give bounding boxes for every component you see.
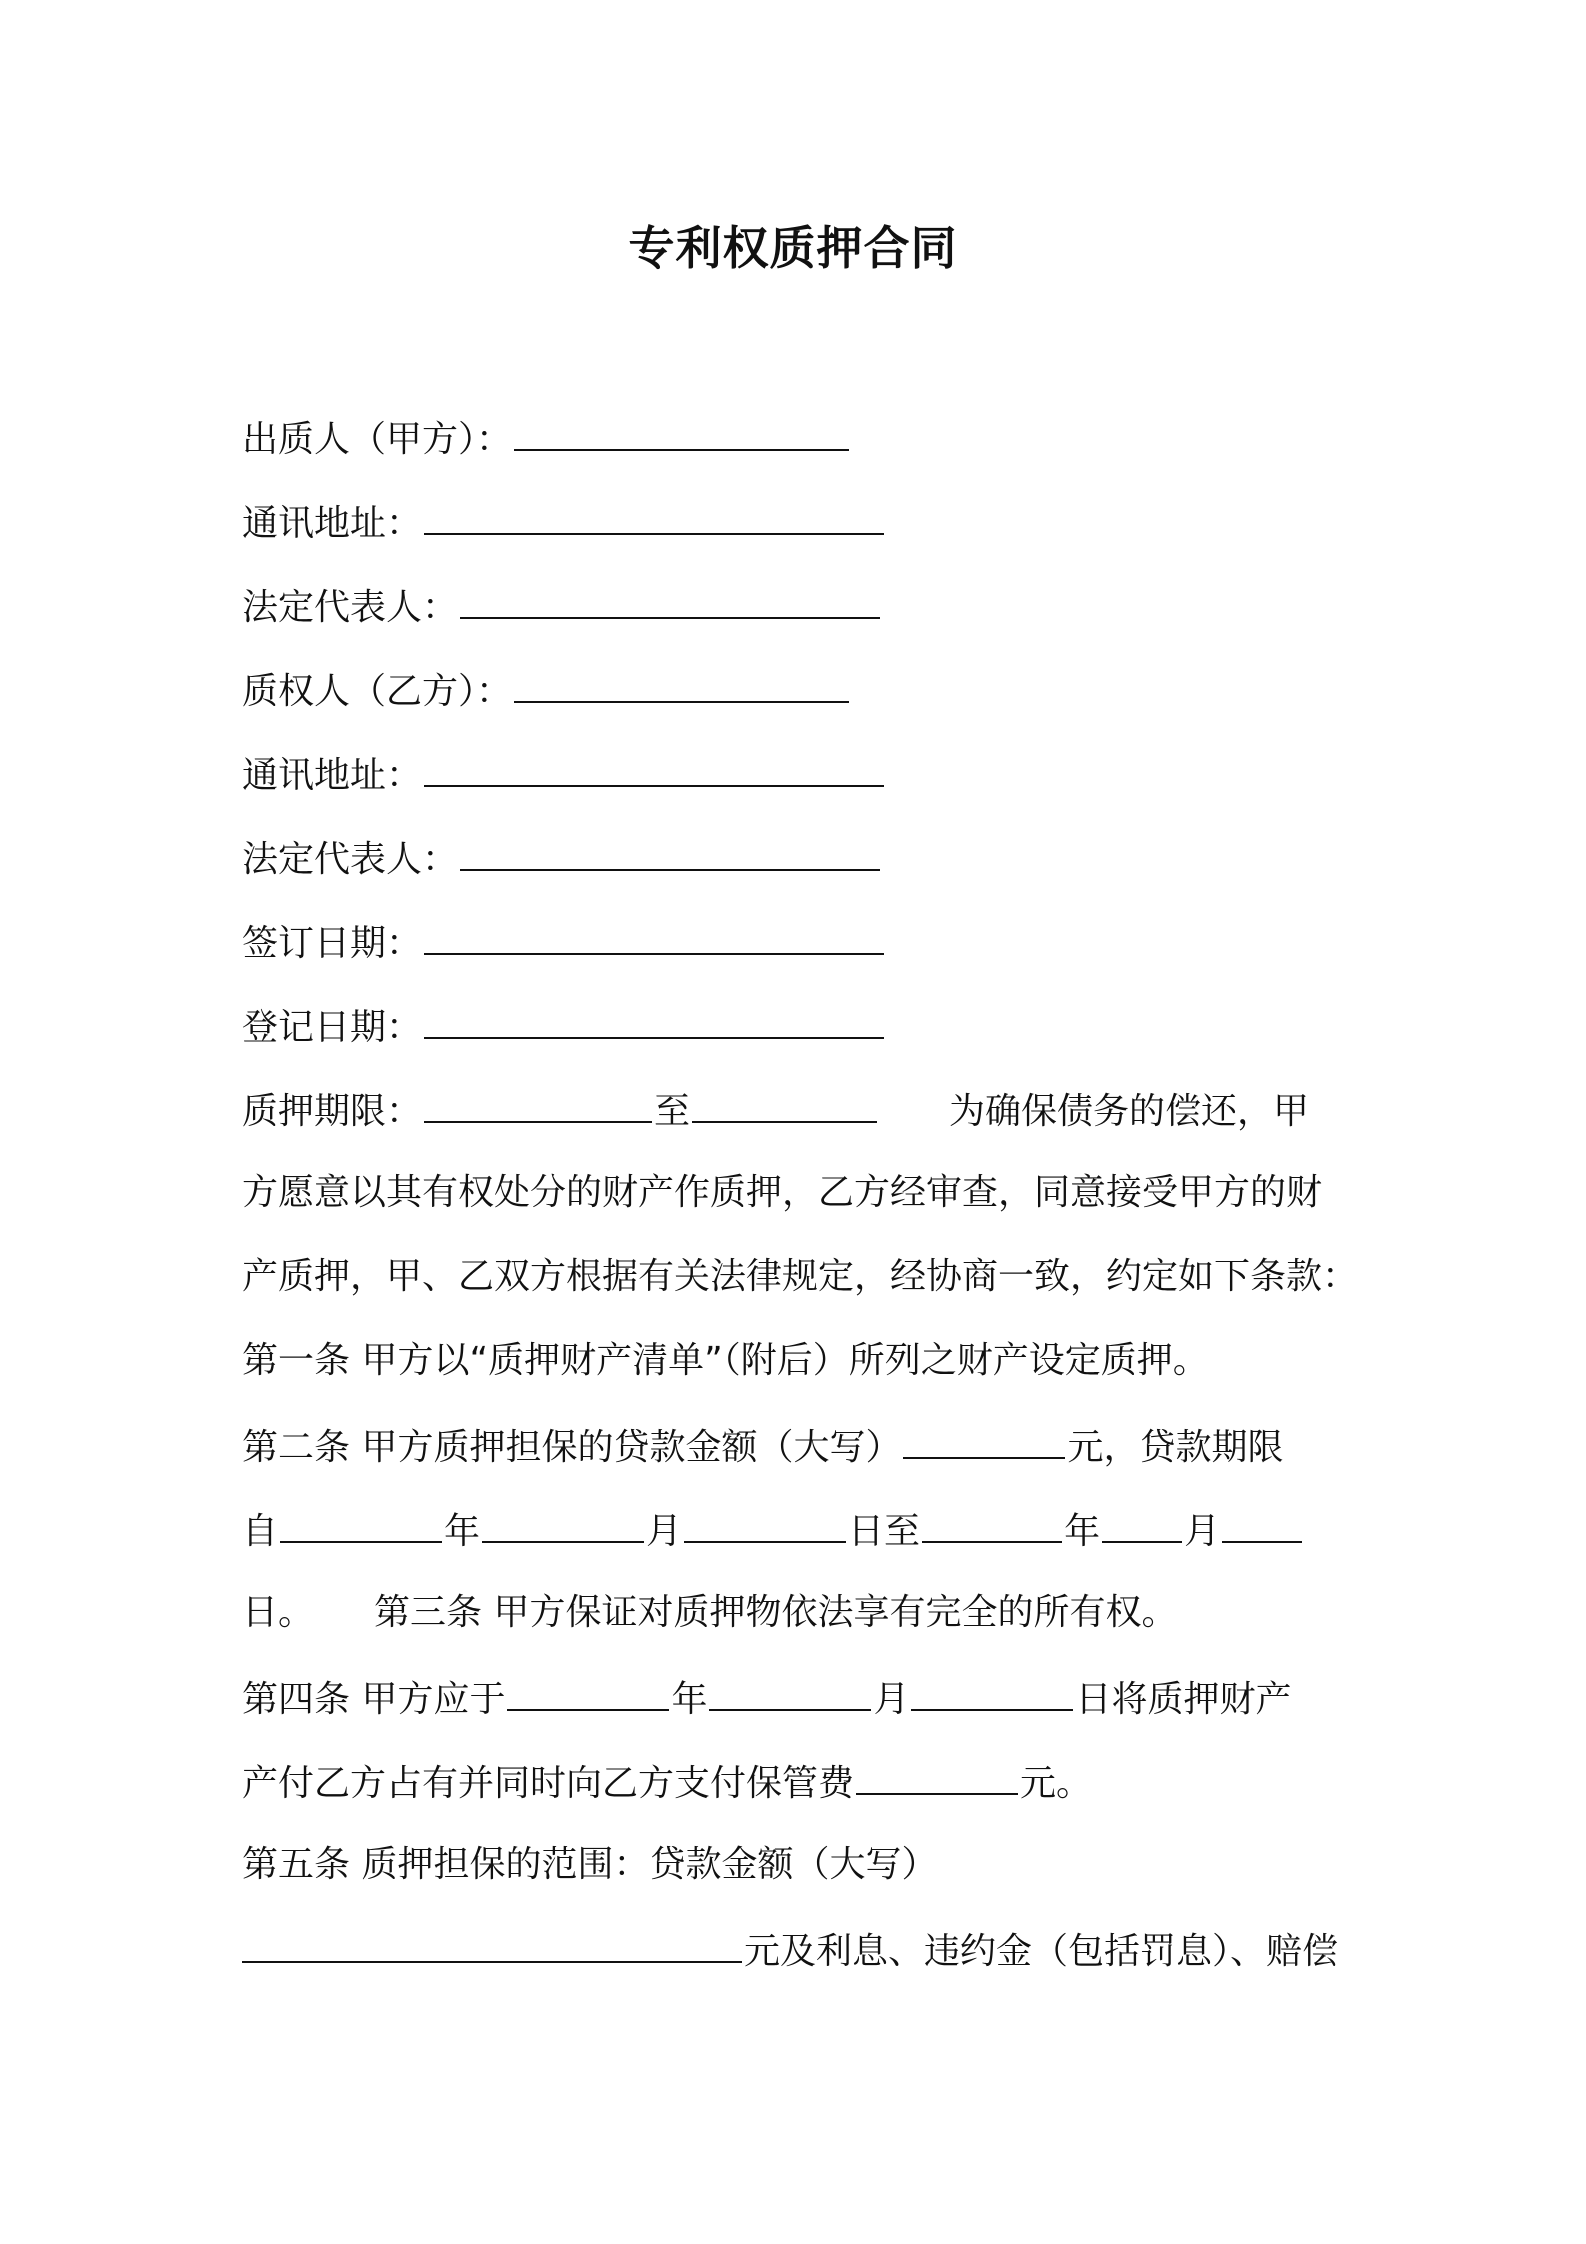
legal-rep-blank-1[interactable]	[460, 581, 880, 619]
article-4-month: 月	[873, 1679, 910, 1720]
pledgee-line	[242, 665, 851, 716]
delivery-year-blank[interactable]	[507, 1673, 669, 1711]
article-2-text-a: 第二条 甲方质押担保的贷款金额（大写）	[242, 1427, 902, 1468]
address-label-1: 通讯地址：	[242, 503, 423, 544]
legal-rep-label-2: 法定代表人：	[242, 839, 459, 880]
article-4-text-c: 产付乙方占有并同时向乙方支付保管费	[242, 1763, 855, 1804]
address-label-2: 通讯地址：	[242, 755, 423, 796]
legal-rep-label-1: 法定代表人：	[242, 587, 459, 628]
article-4-row-2	[242, 1757, 1092, 1808]
article-4-text-b: 日将质押财产	[1075, 1679, 1292, 1720]
article-1: 第一条 甲方以“质押财产清单”（附后）所列之财产设定质押。	[242, 1340, 1209, 1381]
article-2-3-row	[242, 1589, 1177, 1637]
legal-rep-blank-2[interactable]	[460, 833, 880, 871]
article-2-row-1	[242, 1421, 1283, 1472]
legal-rep-line-2	[242, 833, 882, 884]
preamble-line-3-row	[242, 1253, 1358, 1301]
article-3: 第三条 甲方保证对质押物依法享有完全的所有权。	[374, 1592, 1178, 1633]
article-4-text-a: 第四条 甲方应于	[242, 1679, 506, 1720]
loan-end-month-blank[interactable]	[1102, 1505, 1182, 1543]
pledgor-label: 出质人（甲方）：	[242, 419, 513, 460]
article-5-text-a: 第五条 质押担保的范围：贷款金额（大写）	[242, 1844, 938, 1885]
period-start-blank[interactable]	[424, 1085, 652, 1123]
article-2-text-b: 元，贷款期限	[1067, 1427, 1284, 1468]
address-blank-1[interactable]	[424, 497, 884, 535]
sign-date-line	[242, 917, 886, 968]
preamble-line-3: 产质押，甲、乙双方根据有关法律规定，经协商一致，约定如下条款：	[242, 1256, 1359, 1297]
register-date-label: 登记日期：	[242, 1007, 423, 1048]
period-label: 质押期限：	[242, 1091, 423, 1132]
period-end-blank[interactable]	[692, 1085, 877, 1123]
article-4-year: 年	[671, 1679, 708, 1720]
address-line-2	[242, 749, 886, 800]
register-date-blank[interactable]	[424, 1001, 884, 1039]
guarantee-amount-blank[interactable]	[242, 1925, 742, 1963]
article-4-row-1	[242, 1673, 1292, 1724]
address-blank-2[interactable]	[424, 749, 884, 787]
article-5-text-b: 元及利息、违约金（包括罚息）、赔偿	[744, 1931, 1339, 1972]
register-date-line	[242, 1001, 886, 1052]
article-2-from: 自	[242, 1511, 279, 1552]
preamble-line-2-row	[242, 1169, 1322, 1217]
document-title: 专利权质押合同	[628, 221, 958, 275]
loan-start-year-blank[interactable]	[280, 1505, 442, 1543]
article-2-month-1: 月	[646, 1511, 683, 1552]
loan-end-year-blank[interactable]	[922, 1505, 1062, 1543]
delivery-day-blank[interactable]	[911, 1673, 1073, 1711]
delivery-month-blank[interactable]	[709, 1673, 871, 1711]
sign-date-label: 签订日期：	[242, 923, 423, 964]
article-2-month-2: 月	[1184, 1511, 1221, 1552]
preamble-line-2: 方愿意以其有权处分的财产作质押，乙方经审查，同意接受甲方的财	[242, 1172, 1323, 1213]
loan-start-month-blank[interactable]	[482, 1505, 644, 1543]
article-2-row-2	[242, 1505, 1304, 1556]
loan-end-day-blank[interactable]	[1222, 1505, 1302, 1543]
preamble-line-1: 为确保债务的偿还，甲	[949, 1091, 1310, 1132]
loan-amount-blank[interactable]	[903, 1421, 1065, 1459]
address-line-1	[242, 497, 886, 548]
loan-start-day-blank[interactable]	[684, 1505, 846, 1543]
article-5-row-1	[242, 1841, 937, 1889]
legal-rep-line-1	[242, 581, 882, 632]
pledgor-blank[interactable]	[514, 413, 849, 451]
article-1-row	[242, 1337, 1209, 1385]
article-2-year-1: 年	[444, 1511, 481, 1552]
period-line	[242, 1085, 1309, 1136]
article-5-row-2	[242, 1925, 1338, 1976]
article-2-day-to: 日至	[848, 1511, 921, 1552]
custody-fee-blank[interactable]	[856, 1757, 1018, 1795]
article-2-year-2: 年	[1064, 1511, 1101, 1552]
pledgee-blank[interactable]	[514, 665, 849, 703]
pledgor-line	[242, 413, 851, 464]
article-2-day-end: 日。	[242, 1592, 315, 1633]
period-to-text: 至	[654, 1091, 691, 1132]
sign-date-blank[interactable]	[424, 917, 884, 955]
article-4-text-d: 元。	[1020, 1763, 1093, 1804]
pledgee-label: 质权人（乙方）：	[242, 671, 513, 712]
